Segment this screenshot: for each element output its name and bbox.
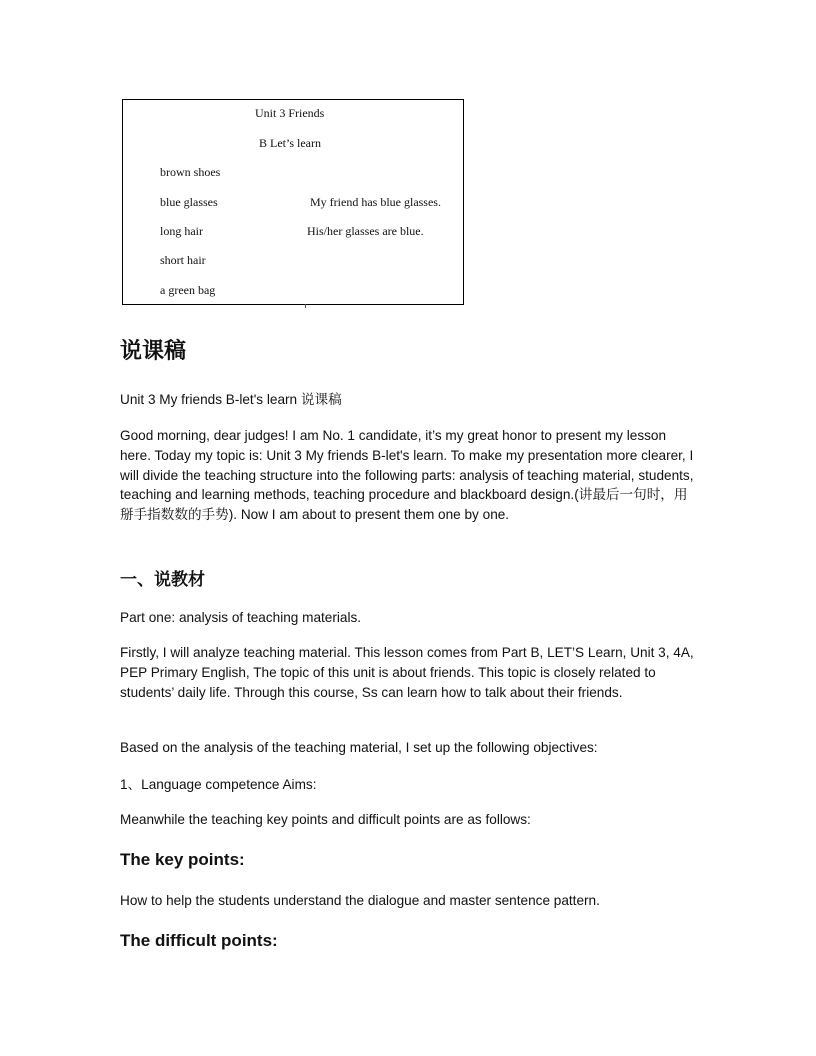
- section-heading: 一、说教材: [120, 570, 205, 590]
- key-points-heading: The key points:: [120, 850, 245, 869]
- blackboard-design-box: [122, 99, 464, 305]
- part-one-line: Part one: analysis of teaching materials.: [120, 610, 362, 625]
- key-points-intro: Meanwhile the teaching key points and difficult points are as follows:: [120, 812, 531, 827]
- subtitle-line: Unit 3 My friends B-let's learn 说课稿: [120, 392, 342, 407]
- key-points-text: How to help the students understand the dialogue and master sentence pattern.: [120, 893, 600, 908]
- aim-item: 1、Language competence Aims:: [120, 777, 317, 792]
- intro-paragraph: Good morning, dear judges! I am No. 1 candidate, it’s my great honor to present my lesson here. Today my topic is: Unit 3 My friends B-let's learn. To make my presentation more clearer, I will divide the teaching structure into the following parts: analysis of teaching material, students, teaching and learning methods, teaching procedure and blackboard design.(讲最后一句时，用掰手指数数的手势). Now I am about to present them one by one.: [120, 428, 694, 523]
- difficult-points-heading: The difficult points:: [120, 931, 278, 950]
- objectives-intro: Based on the analysis of the teaching material, I set up the following objectives:: [120, 740, 598, 755]
- board-word: short hair: [160, 253, 206, 267]
- board-word: long hair: [160, 224, 203, 238]
- board-title: Unit 3 Friends: [255, 106, 325, 120]
- board-tick-mark: [305, 304, 306, 308]
- board-word: brown shoes: [160, 165, 221, 179]
- page-title: 说课稿: [120, 339, 187, 364]
- board-word: blue glasses: [160, 195, 218, 209]
- board-sentence: His/her glasses are blue.: [307, 224, 424, 238]
- analysis-paragraph: Firstly, I will analyze teaching material. This lesson comes from Part B, LET’S Learn, Unit 3, 4A, PEP Primary English, The topic of this unit is about friends. This topic is closely related to students’ daily life. Through this course, Ss can learn how to talk about their friends.: [120, 645, 694, 700]
- board-word: a green bag: [160, 283, 216, 297]
- board-sentence: My friend has blue glasses.: [310, 195, 441, 209]
- board-subtitle: B Let’s learn: [259, 136, 321, 150]
